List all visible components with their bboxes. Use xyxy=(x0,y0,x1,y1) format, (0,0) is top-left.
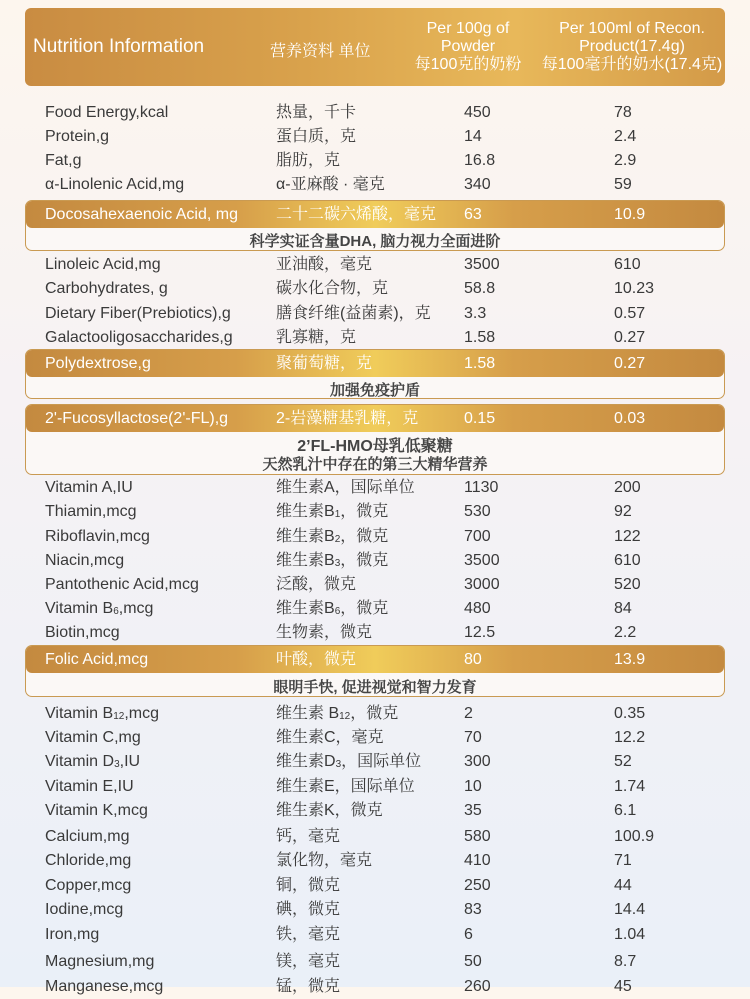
header-title: Nutrition Information xyxy=(33,36,205,57)
nutrient-name-cn: 维生素C，毫克 xyxy=(276,729,384,746)
nutrient-name-cn: 维生素B2，微克 xyxy=(276,528,389,545)
value-powder: 12.5 xyxy=(464,624,496,641)
nutrient-name-cn: 碘，微克 xyxy=(276,901,341,918)
nutrient-name-cn: 维生素B1，微克 xyxy=(276,503,389,520)
value-powder: 450 xyxy=(464,104,491,121)
value-powder: 3.3 xyxy=(464,305,487,322)
value-powder: 1130 xyxy=(464,479,499,496)
value-powder: 70 xyxy=(464,729,482,746)
nutrient-name-cn: 铁，毫克 xyxy=(276,926,341,943)
value-powder: 260 xyxy=(464,978,491,995)
value-reconstituted: 13.9 xyxy=(614,651,646,668)
nutrient-name-cn: 亚油酸，毫克 xyxy=(276,256,373,273)
table-row xyxy=(0,621,750,645)
nutrient-name: α-Linolenic Acid,mg xyxy=(45,176,185,193)
header-cn-title: 营养资料 单位 xyxy=(270,43,371,60)
nutrient-name-cn: 维生素A，国际单位 xyxy=(276,479,415,496)
table-row xyxy=(0,500,750,524)
value-reconstituted: 78 xyxy=(614,104,632,121)
highlight-note: 加强免疫护盾 xyxy=(329,382,420,399)
nutrient-name: 2'-Fucosyllactose(2'-FL),g xyxy=(45,410,229,427)
value-reconstituted: 59 xyxy=(614,176,632,193)
table-row xyxy=(0,173,750,197)
nutrient-name-cn: 维生素 B12，微克 xyxy=(276,705,399,722)
value-powder: 580 xyxy=(464,828,491,845)
value-reconstituted: 122 xyxy=(614,528,641,545)
value-powder: 3000 xyxy=(464,576,500,593)
nutrient-name-cn: 热量，千卡 xyxy=(276,104,357,121)
value-powder: 0.15 xyxy=(464,410,496,427)
nutrient-name: Iodine,mcg xyxy=(45,901,124,918)
nutrient-name-cn: 聚葡萄糖，克 xyxy=(276,355,373,372)
table-row xyxy=(0,950,750,974)
value-powder: 300 xyxy=(464,753,491,770)
table-row xyxy=(0,253,750,277)
table-row xyxy=(0,573,750,597)
value-reconstituted: 8.7 xyxy=(614,953,637,970)
nutrient-name-cn: 叶酸，微克 xyxy=(276,651,357,668)
value-reconstituted: 92 xyxy=(614,503,632,520)
value-powder: 700 xyxy=(464,528,491,545)
value-reconstituted: 45 xyxy=(614,978,632,995)
value-reconstituted: 44 xyxy=(614,877,632,894)
value-reconstituted: 0.27 xyxy=(614,329,646,346)
nutrient-name: Carbohydrates, g xyxy=(45,280,168,297)
nutrient-name-cn: 氯化物，毫克 xyxy=(276,852,373,869)
value-powder: 410 xyxy=(464,852,491,869)
highlight-note: 科学实证含量DHA, 脑力视力全面进阶 xyxy=(249,233,501,250)
value-reconstituted: 2.9 xyxy=(614,152,637,169)
nutrient-name-cn: 碳水化合物，克 xyxy=(276,280,389,297)
table-row xyxy=(0,898,750,922)
table-row xyxy=(0,874,750,898)
table-row xyxy=(0,101,750,125)
value-reconstituted: 2.4 xyxy=(614,128,637,145)
nutrient-name-cn: 泛酸，微克 xyxy=(276,576,357,593)
value-reconstituted: 610 xyxy=(614,552,641,569)
value-reconstituted: 0.27 xyxy=(614,355,646,372)
header-col-powder: Per 100g of Powder 每100克的奶粉 xyxy=(414,20,522,73)
table-row xyxy=(0,726,750,750)
nutrient-name: Vitamin B12,mcg xyxy=(45,705,159,722)
table-row xyxy=(0,825,750,849)
nutrient-name: Protein,g xyxy=(45,128,110,145)
highlight-note-2: 天然乳汁中存在的第三大精华营养 xyxy=(262,456,488,473)
value-reconstituted: 2.2 xyxy=(614,624,637,641)
nutrient-name: Copper,mcg xyxy=(45,877,132,894)
table-row xyxy=(0,549,750,573)
nutrient-name: Calcium,mg xyxy=(45,828,130,845)
table-row xyxy=(0,597,750,621)
value-reconstituted: 200 xyxy=(614,479,641,496)
nutrient-name-cn: α-亚麻酸 · 毫克 xyxy=(276,176,385,193)
table-row xyxy=(0,525,750,549)
table-row xyxy=(0,476,750,500)
table-row xyxy=(0,750,750,774)
nutrient-name: Vitamin D3,IU xyxy=(45,753,141,770)
value-powder: 14 xyxy=(464,128,482,145)
value-reconstituted: 1.74 xyxy=(614,778,646,795)
value-powder: 80 xyxy=(464,651,482,668)
value-powder: 530 xyxy=(464,503,491,520)
value-powder: 2 xyxy=(464,705,473,722)
nutrient-name: Biotin,mcg xyxy=(45,624,120,641)
value-powder: 3500 xyxy=(464,552,500,569)
nutrient-name-cn: 蛋白质，克 xyxy=(276,128,357,145)
value-powder: 10 xyxy=(464,778,482,795)
nutrient-name-cn: 锰，微克 xyxy=(276,978,341,995)
value-reconstituted: 71 xyxy=(614,852,632,869)
value-reconstituted: 520 xyxy=(614,576,641,593)
nutrient-name: Linoleic Acid,mg xyxy=(45,256,161,273)
value-reconstituted: 1.04 xyxy=(614,926,646,943)
table-row xyxy=(0,149,750,173)
nutrient-name: Fat,g xyxy=(45,152,82,169)
value-reconstituted: 14.4 xyxy=(614,901,646,918)
nutrient-name-cn: 维生素B6，微克 xyxy=(276,600,389,617)
value-powder: 16.8 xyxy=(464,152,496,169)
value-reconstituted: 610 xyxy=(614,256,641,273)
nutrient-name: Vitamin K,mcg xyxy=(45,802,148,819)
nutrient-name: Magnesium,mg xyxy=(45,953,155,970)
nutrient-name: Manganese,mcg xyxy=(45,978,164,995)
value-powder: 340 xyxy=(464,176,491,193)
value-reconstituted: 0.57 xyxy=(614,305,646,322)
value-powder: 83 xyxy=(464,901,482,918)
table-row xyxy=(0,923,750,947)
value-powder: 1.58 xyxy=(464,355,496,372)
value-powder: 63 xyxy=(464,206,482,223)
value-powder: 480 xyxy=(464,600,491,617)
value-reconstituted: 12.2 xyxy=(614,729,646,746)
value-powder: 35 xyxy=(464,802,482,819)
table-row xyxy=(0,799,750,823)
value-powder: 58.8 xyxy=(464,280,496,297)
nutrient-name: Folic Acid,mcg xyxy=(45,651,149,668)
nutrient-name-cn: 二十二碳六烯酸，毫克 xyxy=(276,206,437,223)
nutrient-name-cn: 2-岩藻糖基乳糖，克 xyxy=(276,410,419,427)
nutrient-name: Riboflavin,mcg xyxy=(45,528,150,545)
value-powder: 50 xyxy=(464,953,482,970)
nutrient-name: Pantothenic Acid,mcg xyxy=(45,576,199,593)
nutrient-name-cn: 维生素K，微克 xyxy=(276,802,383,819)
value-powder: 250 xyxy=(464,877,491,894)
nutrient-name-cn: 铜，微克 xyxy=(276,877,341,894)
nutrient-name: Food Energy,kcal xyxy=(45,104,169,121)
nutrient-name: Galactooligosaccharides,g xyxy=(45,329,233,346)
header-col-reconstituted: Per 100ml of Recon. Product(17.4g) 每100毫升的奶水(17.4克) xyxy=(541,20,723,73)
nutrient-name-cn: 钙，毫克 xyxy=(276,828,341,845)
nutrient-name: Iron,mg xyxy=(45,926,100,943)
value-reconstituted: 10.9 xyxy=(614,206,646,223)
table-row xyxy=(0,326,750,350)
value-reconstituted: 6.1 xyxy=(614,802,637,819)
nutrient-name-cn: 维生素B3，微克 xyxy=(276,552,389,569)
value-powder: 3500 xyxy=(464,256,500,273)
nutrient-name: Polydextrose,g xyxy=(45,355,151,372)
value-reconstituted: 10.23 xyxy=(614,280,655,297)
nutrient-name-cn: 维生素E，国际单位 xyxy=(276,778,415,795)
highlight-note: 2’FL-HMO母乳低聚糖 xyxy=(297,438,453,455)
highlight-note: 眼明手快, 促进视觉和智力发育 xyxy=(273,679,477,696)
nutrient-name: Vitamin C,mg xyxy=(45,729,141,746)
nutrient-name-cn: 乳寡糖，克 xyxy=(276,329,357,346)
nutrient-name: Vitamin B6,mcg xyxy=(45,600,154,617)
value-powder: 1.58 xyxy=(464,329,496,346)
table-row xyxy=(0,702,750,726)
nutrient-name-cn: 膳食纤维(益菌素)，克 xyxy=(276,305,431,322)
nutrient-name-cn: 脂肪，克 xyxy=(276,152,341,169)
value-reconstituted: 100.9 xyxy=(614,828,655,845)
value-powder: 6 xyxy=(464,926,473,943)
nutrient-name-cn: 镁，毫克 xyxy=(276,953,341,970)
table-row xyxy=(0,975,750,999)
nutrient-name: Vitamin E,IU xyxy=(45,778,134,795)
value-reconstituted: 0.03 xyxy=(614,410,646,427)
table-row xyxy=(0,849,750,873)
value-reconstituted: 0.35 xyxy=(614,705,646,722)
nutrient-name-cn: 生物素，微克 xyxy=(276,624,373,641)
table-row xyxy=(0,302,750,326)
table-row xyxy=(0,277,750,301)
nutrient-name: Thiamin,mcg xyxy=(45,503,137,520)
table-row xyxy=(0,775,750,799)
nutrient-name: Dietary Fiber(Prebiotics),g xyxy=(45,305,231,322)
nutrient-name: Niacin,mcg xyxy=(45,552,125,569)
nutrient-name: Vitamin A,IU xyxy=(45,479,133,496)
nutrient-name: Docosahexaenoic Acid, mg xyxy=(45,206,238,223)
table-row xyxy=(0,125,750,149)
value-reconstituted: 52 xyxy=(614,753,632,770)
nutrient-name: Chloride,mg xyxy=(45,852,132,869)
value-reconstituted: 84 xyxy=(614,600,632,617)
nutrient-name-cn: 维生素D3，国际单位 xyxy=(276,753,422,770)
